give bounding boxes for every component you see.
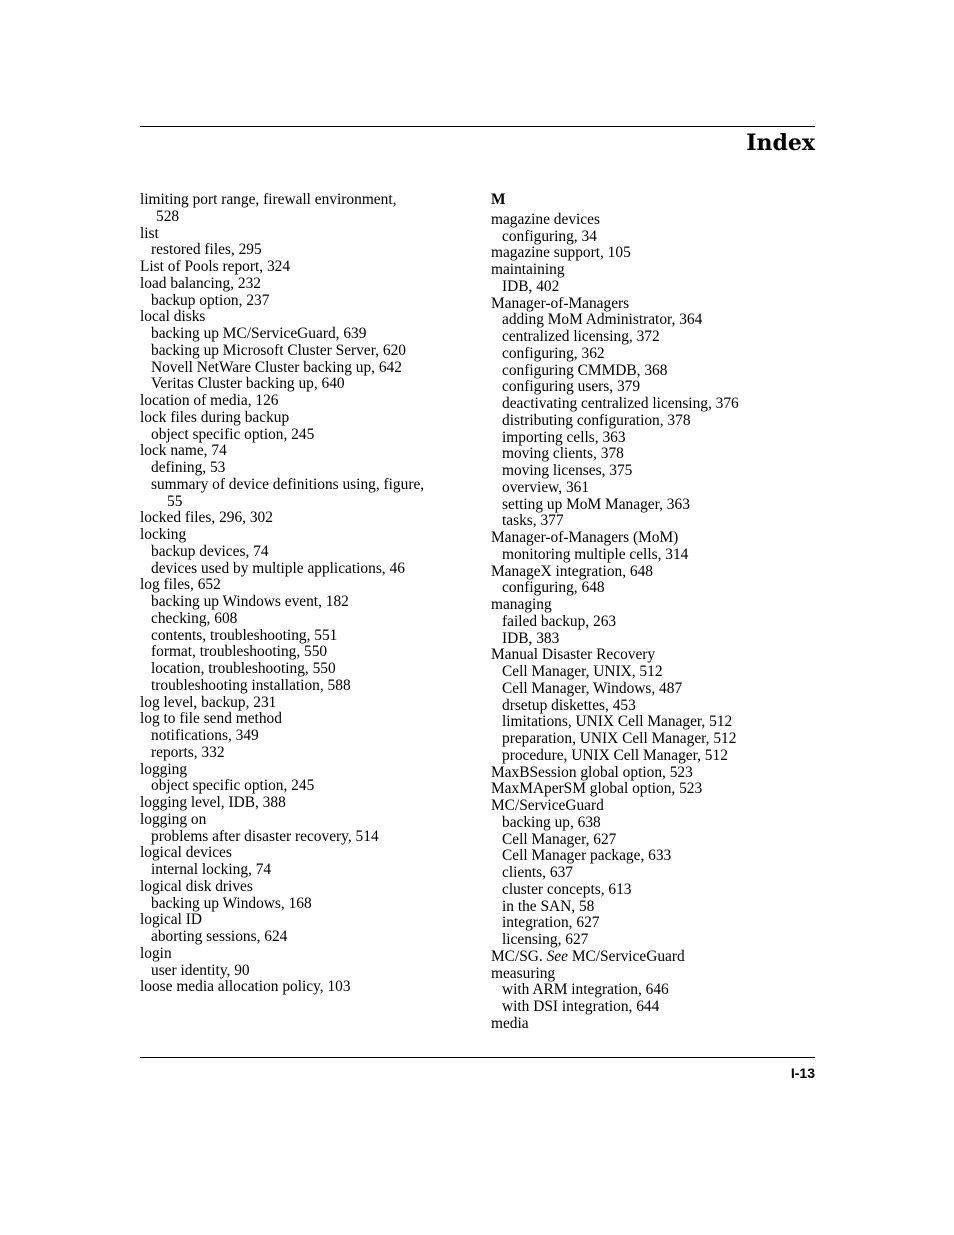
index-subentry <box>491 346 826 363</box>
entry-text: summary of device definitions using, figure, <box>151 475 425 493</box>
entry-text: overview, 361 <box>502 478 590 496</box>
index-subentry <box>140 544 475 561</box>
index-subentry <box>491 329 826 346</box>
entry-text: backing up Windows, 168 <box>151 894 312 912</box>
entry-text: MC/ServiceGuard <box>491 797 604 814</box>
entry-text: licensing, 627 <box>502 931 589 948</box>
page-number: I-13 <box>790 1065 815 1081</box>
index-subentry <box>491 815 826 832</box>
entry-text: drsetup diskettes, 453 <box>502 696 636 714</box>
index-entry <box>491 564 826 581</box>
index-entry <box>140 410 475 427</box>
entry-text: moving licenses, 375 <box>502 462 633 479</box>
entry-text: restored files, 295 <box>151 241 262 259</box>
index-entry <box>491 781 826 798</box>
index-entry <box>140 192 475 226</box>
index-entry <box>140 711 475 728</box>
index-entry <box>491 262 826 279</box>
index-entry <box>140 527 475 544</box>
entry-text: devices used by multiple applications, 46 <box>151 559 405 577</box>
entry-text: list <box>140 224 159 242</box>
entry-text: problems after disaster recovery, 514 <box>151 827 379 845</box>
entry-text: format, troubleshooting, 550 <box>151 643 328 661</box>
index-subentry <box>491 497 826 514</box>
entry-text: configuring CMMDB, 368 <box>502 361 668 379</box>
entry-text: lock name, 74 <box>140 442 227 460</box>
index-subentry <box>140 242 475 259</box>
entry-continuation: 528 <box>156 207 180 225</box>
entry-text: limitations, UNIX Cell Manager, 512 <box>502 713 733 731</box>
entry-text: object specific option, 245 <box>151 425 315 443</box>
entry-text: locking <box>140 526 187 543</box>
index-subentry <box>140 343 475 360</box>
entry-text: Manager-of-Managers (MoM) <box>491 529 679 546</box>
index-subentry <box>491 832 826 849</box>
entry-text: IDB, 402 <box>502 277 560 295</box>
index-subentry <box>140 293 475 310</box>
index-subentry <box>491 882 826 899</box>
index-entry <box>140 276 475 293</box>
entry-text: backing up, 638 <box>502 813 601 831</box>
entry-text: user identity, 90 <box>151 961 250 979</box>
index-subentry <box>140 644 475 661</box>
entry-text: procedure, UNIX Cell Manager, 512 <box>502 746 728 764</box>
entry-text: backup option, 237 <box>151 291 270 309</box>
entry-text: magazine devices <box>491 210 600 228</box>
entry-text: in the SAN, 58 <box>502 897 595 915</box>
entry-text: importing cells, 363 <box>502 428 626 446</box>
entry-text: Novell NetWare Cluster backing up, 642 <box>151 358 402 376</box>
entry-text: local disks <box>140 308 206 326</box>
entry-text: loose media allocation policy, 103 <box>140 978 351 996</box>
index-subentry <box>491 982 826 999</box>
index-subentry <box>140 360 475 377</box>
index-subentry <box>491 681 826 698</box>
index-entry <box>140 795 475 812</box>
entry-text: adding MoM Administrator, 364 <box>502 311 703 329</box>
entry-text: IDB, 383 <box>502 629 560 647</box>
entry-text: media <box>491 1014 529 1032</box>
entry-text: logical devices <box>140 844 232 862</box>
index-subentry <box>491 865 826 882</box>
index-subentry <box>140 745 475 762</box>
entry-text: backup devices, 74 <box>151 542 269 560</box>
entry-text: cluster concepts, 613 <box>502 880 632 898</box>
index-entry <box>140 577 475 594</box>
index-subentry <box>491 631 826 648</box>
index-entry <box>140 309 475 326</box>
index-entry <box>491 597 826 614</box>
entry-text: Cell Manager, UNIX, 512 <box>502 663 663 680</box>
index-subentry <box>491 413 826 430</box>
entry-text: log files, 652 <box>140 576 221 594</box>
section-letter: M <box>491 191 506 208</box>
index-subentry <box>491 999 826 1016</box>
entry-text: failed backup, 263 <box>502 612 617 630</box>
entry-text: logging on <box>140 810 207 828</box>
entry-text: tasks, 377 <box>502 512 564 530</box>
entry-text: backing up MC/ServiceGuard, 639 <box>151 325 367 342</box>
entry-text: aborting sessions, 624 <box>151 928 288 945</box>
entry-text: MaxMAperSM global option, 523 <box>491 780 703 798</box>
index-subentry <box>140 326 475 343</box>
entry-text: checking, 608 <box>151 609 238 627</box>
index-subentry <box>491 848 826 865</box>
index-subentry <box>491 748 826 765</box>
index-entry <box>140 879 475 896</box>
index-subentry <box>491 312 826 329</box>
entry-text: with DSI integration, 644 <box>502 998 660 1015</box>
index-subentry <box>140 376 475 393</box>
entry-text: internal locking, 74 <box>151 861 272 878</box>
index-entry <box>140 695 475 712</box>
index-entry <box>140 393 475 410</box>
index-entry <box>140 443 475 460</box>
index-subentry <box>491 698 826 715</box>
index-entry <box>140 946 475 963</box>
index-subentry <box>140 862 475 879</box>
index-entry <box>140 510 475 527</box>
entry-text: maintaining <box>491 261 565 278</box>
entry-text: MaxBSession global option, 523 <box>491 763 693 781</box>
index-subentry <box>140 728 475 745</box>
index-entry <box>140 812 475 829</box>
index-subentry <box>491 430 826 447</box>
index-subentry <box>140 896 475 913</box>
entry-text: ManageX integration, 648 <box>491 562 653 580</box>
entry-text: locked files, 296, 302 <box>140 509 273 527</box>
footer-rule <box>140 1057 815 1058</box>
index-entry <box>491 212 826 229</box>
index-subentry <box>140 963 475 980</box>
entry-text: login <box>140 944 172 962</box>
index-subentry <box>491 396 826 413</box>
page-title: Index <box>746 130 815 156</box>
entry-text: configuring, 34 <box>502 227 597 245</box>
entry-continuation: 55 <box>167 492 183 510</box>
index-entry <box>491 647 826 664</box>
entry-text: configuring, 362 <box>502 344 605 362</box>
index-subentry <box>140 427 475 444</box>
entry-text: Manager-of-Managers <box>491 294 630 312</box>
see-reference: See <box>546 947 568 965</box>
index-subentry <box>491 547 826 564</box>
entry-text: reports, 332 <box>151 743 225 761</box>
index-entry <box>491 245 826 262</box>
entry-text: backing up Microsoft Cluster Server, 620 <box>151 341 406 359</box>
entry-text: distributing configuration, 378 <box>502 411 691 429</box>
entry-text: moving clients, 378 <box>502 445 624 463</box>
entry-text: MC/SG. <box>491 947 543 965</box>
index-entry <box>491 1016 826 1033</box>
index-subentry <box>140 661 475 678</box>
index-subentry <box>491 229 826 246</box>
index-entry <box>140 845 475 862</box>
entry-text: Manual Disaster Recovery <box>491 646 656 664</box>
entry-text: load balancing, 232 <box>140 274 261 292</box>
index-entry <box>140 226 475 243</box>
entry-text: deactivating centralized licensing, 376 <box>502 395 739 412</box>
index-subentry <box>140 778 475 795</box>
entry-text: lock files during backup <box>140 408 290 426</box>
entry-text: with ARM integration, 646 <box>502 981 669 999</box>
index-subentry <box>140 477 475 511</box>
index-subentry <box>140 460 475 477</box>
entry-text: magazine support, 105 <box>491 244 631 262</box>
index-subentry <box>491 731 826 748</box>
entry-text: Cell Manager, Windows, 487 <box>502 679 683 697</box>
entry-text: configuring users, 379 <box>502 378 641 396</box>
index-entry <box>491 765 826 782</box>
index-subentry <box>491 899 826 916</box>
entry-text: object specific option, 245 <box>151 777 315 795</box>
index-entry <box>491 949 826 966</box>
index-entry <box>491 966 826 983</box>
index-subentry <box>491 446 826 463</box>
entry-text: monitoring multiple cells, 314 <box>502 545 689 563</box>
entry-text: centralized licensing, 372 <box>502 328 660 345</box>
entry-text: Veritas Cluster backing up, 640 <box>151 375 345 393</box>
entry-text: location of media, 126 <box>140 392 279 409</box>
index-subentry <box>140 611 475 628</box>
entry-text: backing up Windows event, 182 <box>151 593 349 610</box>
header-rule <box>140 126 815 127</box>
entry-text: logging level, IDB, 388 <box>140 794 286 811</box>
index-subentry <box>491 513 826 530</box>
entry-text: preparation, UNIX Cell Manager, 512 <box>502 730 737 747</box>
index-column-left <box>140 192 475 996</box>
index-subentry <box>491 363 826 380</box>
index-subentry <box>491 279 826 296</box>
entry-text: integration, 627 <box>502 914 600 932</box>
entry-text: Cell Manager, 627 <box>502 830 617 848</box>
index-subentry <box>140 628 475 645</box>
index-subentry <box>140 829 475 846</box>
index-subentry <box>491 614 826 631</box>
index-subentry <box>491 664 826 681</box>
entry-text: limiting port range, firewall environment, <box>140 191 397 208</box>
index-column-right <box>491 192 826 1033</box>
index-subentry <box>140 929 475 946</box>
entry-text: measuring <box>491 964 556 982</box>
index-entry <box>140 979 475 996</box>
entry-text: Cell Manager package, 633 <box>502 847 672 865</box>
entry-text: log level, backup, 231 <box>140 693 277 711</box>
index-subentry <box>140 678 475 695</box>
index-entry <box>140 912 475 929</box>
index-subentry <box>140 594 475 611</box>
entry-text: defining, 53 <box>151 459 226 476</box>
entry-text: clients, 637 <box>502 864 573 881</box>
index-subentry <box>491 714 826 731</box>
entry-text: managing <box>491 596 552 613</box>
entry-text: log to file send method <box>140 710 282 728</box>
entry-text: location, troubleshooting, 550 <box>151 660 336 677</box>
index-entry <box>140 259 475 276</box>
entry-text: logging <box>140 760 188 778</box>
index-entry <box>491 530 826 547</box>
index-subentry <box>491 932 826 949</box>
index-subentry <box>491 379 826 396</box>
entry-text: logical ID <box>140 911 202 929</box>
index-entry <box>491 798 826 815</box>
index-subentry <box>491 463 826 480</box>
entry-text: setting up MoM Manager, 363 <box>502 495 690 513</box>
index-entry <box>491 296 826 313</box>
entry-text: notifications, 349 <box>151 727 259 744</box>
entry-text: troubleshooting installation, 588 <box>151 676 351 694</box>
index-subentry <box>491 480 826 497</box>
index-subentry <box>491 580 826 597</box>
index-subentry <box>140 561 475 578</box>
index-subentry <box>491 915 826 932</box>
entry-text: configuring, 648 <box>502 579 605 597</box>
entry-text: contents, troubleshooting, 551 <box>151 626 338 644</box>
entry-text: logical disk drives <box>140 877 253 895</box>
entry-text: List of Pools report, 324 <box>140 258 291 275</box>
index-entry <box>140 762 475 779</box>
see-target: MC/ServiceGuard <box>571 947 685 965</box>
